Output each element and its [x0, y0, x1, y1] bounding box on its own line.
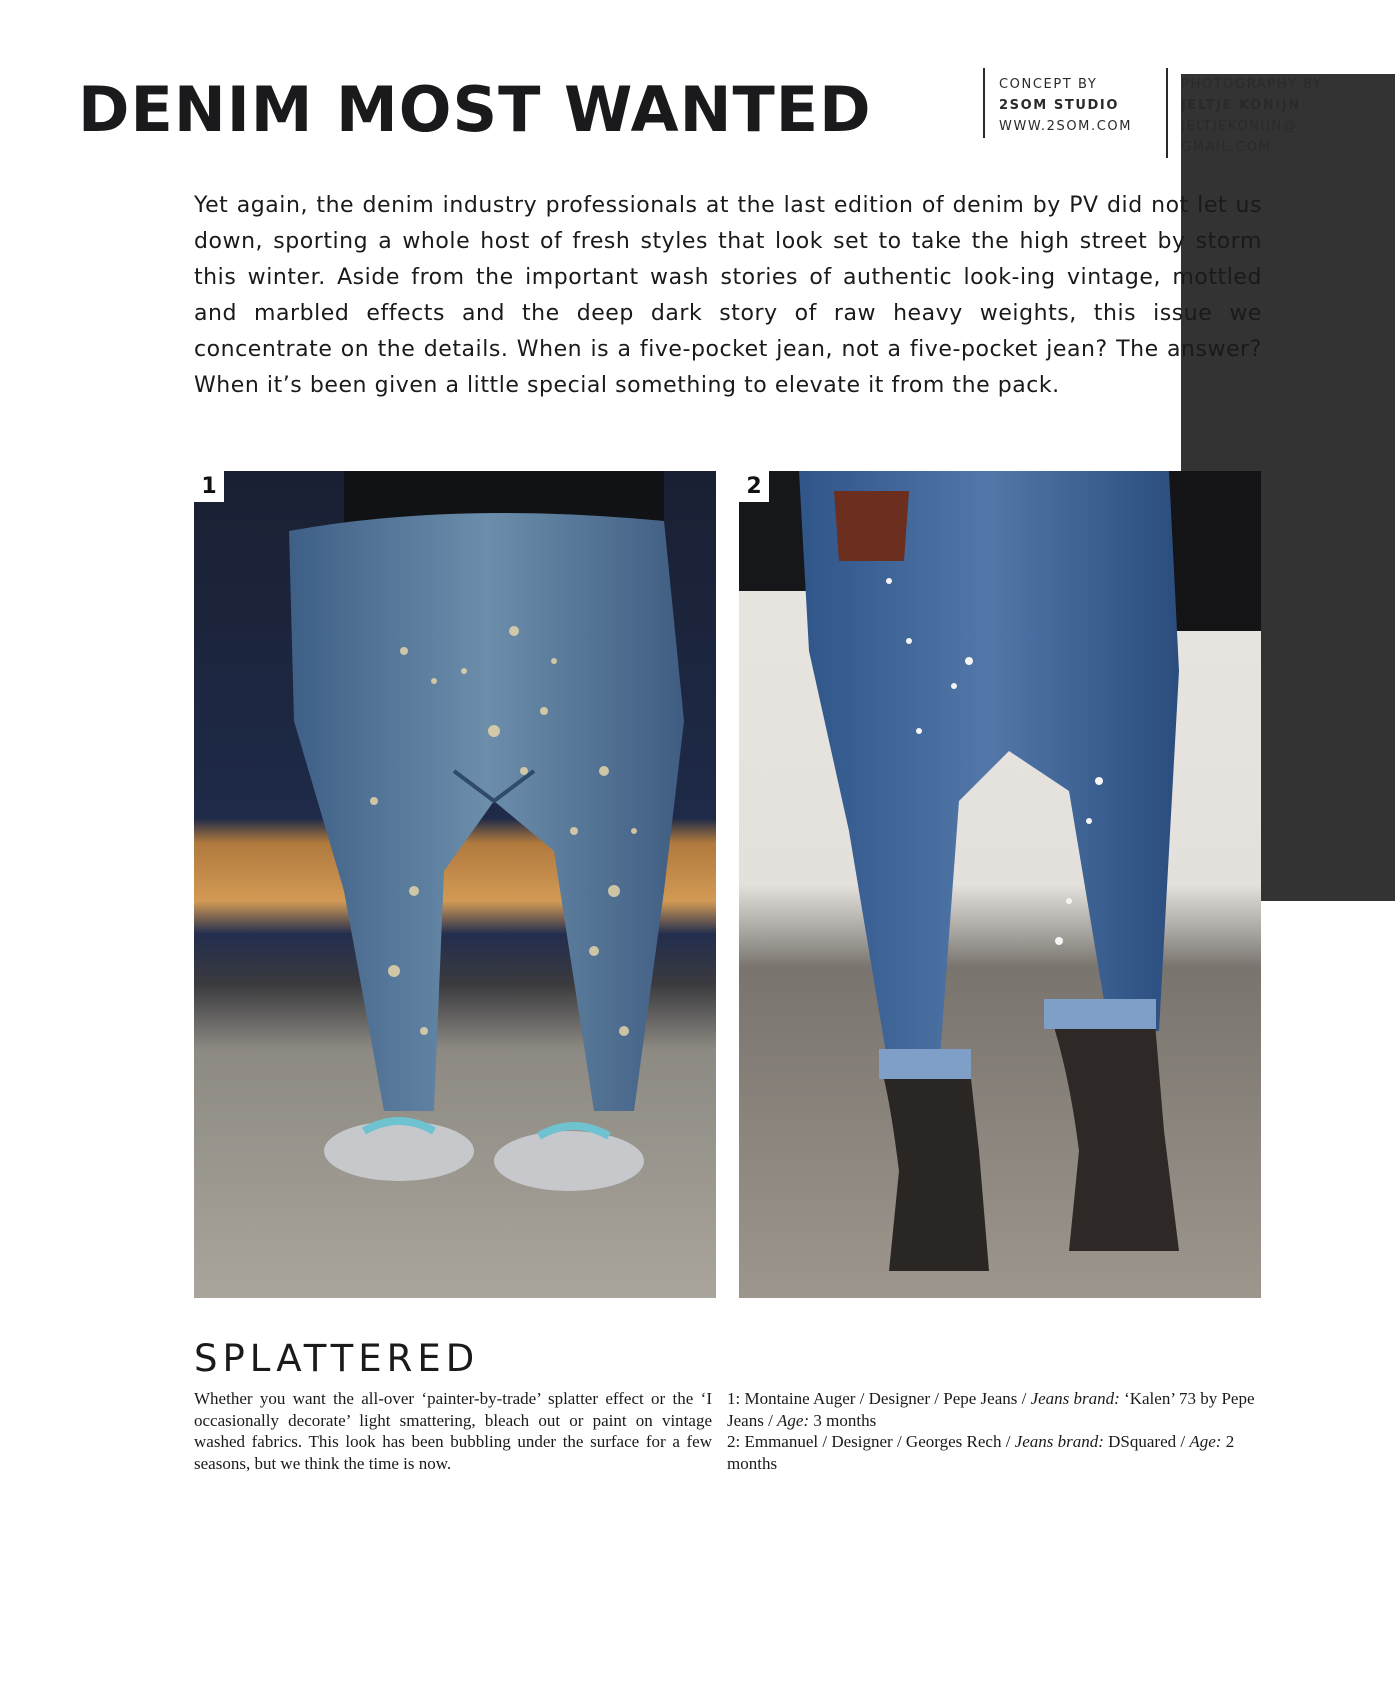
caption-2-age-label: Age: — [1189, 1432, 1222, 1451]
caption-1-age: 3 months — [809, 1410, 877, 1430]
photo-2-number: 2 — [739, 471, 769, 502]
caption-2-brand-label: Jeans brand: — [1014, 1432, 1104, 1451]
caption-2-brand: DSquared / — [1103, 1432, 1190, 1451]
photo-1 — [194, 471, 716, 1298]
photographer-email-domain: GMAIL.COM — [1181, 140, 1272, 155]
caption-1 — [727, 1388, 1267, 1431]
section-body: Whether you want the all-over ‘painter-by-trade’ splatter effect or the ‘I occasionally decorate’ light smattering, bleach out or paint on vintage washed fabrics. This look has been bubbling under the surface for a few seasons, but we think the time is now. — [194, 1389, 712, 1473]
intro-paragraph: Yet again, the denim industry professionals at the last edition of denim by PV did not let us down, sporting a whole host of fresh styles that look set to take the high street by storm this winter. Aside from the important wash stories of authentic look-ing vintage, mottled and marbled effects and the deep dark story of raw heavy weights, this issue we concentrate on the details. When is a five-pocket jean, not a five-pocket jean? The answer? When it’s been given a little special something to elevate it from the pack. — [194, 193, 1262, 398]
caption-2 — [727, 1431, 1267, 1474]
credit-divider — [1166, 68, 1168, 158]
caption-2-age: 2 months — [727, 1432, 1235, 1473]
section-title: SPLATTERED — [194, 1337, 480, 1380]
photo-1-number: 1 — [194, 471, 224, 502]
caption-2-subject: 2: Emmanuel / Designer / Georges Rech / — [727, 1432, 1015, 1451]
caption-1-brand: ‘Kalen’ 73 by Pepe Jeans / — [727, 1389, 1255, 1430]
concept-credit — [999, 74, 1132, 137]
photo-1-illustration — [194, 471, 716, 1298]
caption-1-brand-label: Jeans brand: — [1030, 1389, 1120, 1408]
photo-captions — [727, 1388, 1267, 1474]
page-title: DENIM MOST WANTED — [78, 73, 872, 146]
concept-name: 2SOM STUDIO — [999, 98, 1119, 113]
photographer-name: JELTJE KONIJN — [1181, 98, 1301, 113]
photo-2-illustration — [739, 471, 1261, 1298]
credit-divider — [983, 68, 985, 138]
concept-label: CONCEPT BY — [999, 77, 1098, 92]
photo-2 — [739, 471, 1261, 1298]
caption-1-age-label: Age: — [777, 1410, 810, 1430]
caption-1-subject: 1: Montaine Auger / Designer / Pepe Jeans / — [727, 1389, 1031, 1408]
photography-label: PHOTOGRAPHY BY — [1181, 77, 1323, 92]
concept-url: WWW.2SOM.COM — [999, 119, 1133, 134]
photographer-email: JELTJEKONIJN@ — [1181, 119, 1298, 134]
